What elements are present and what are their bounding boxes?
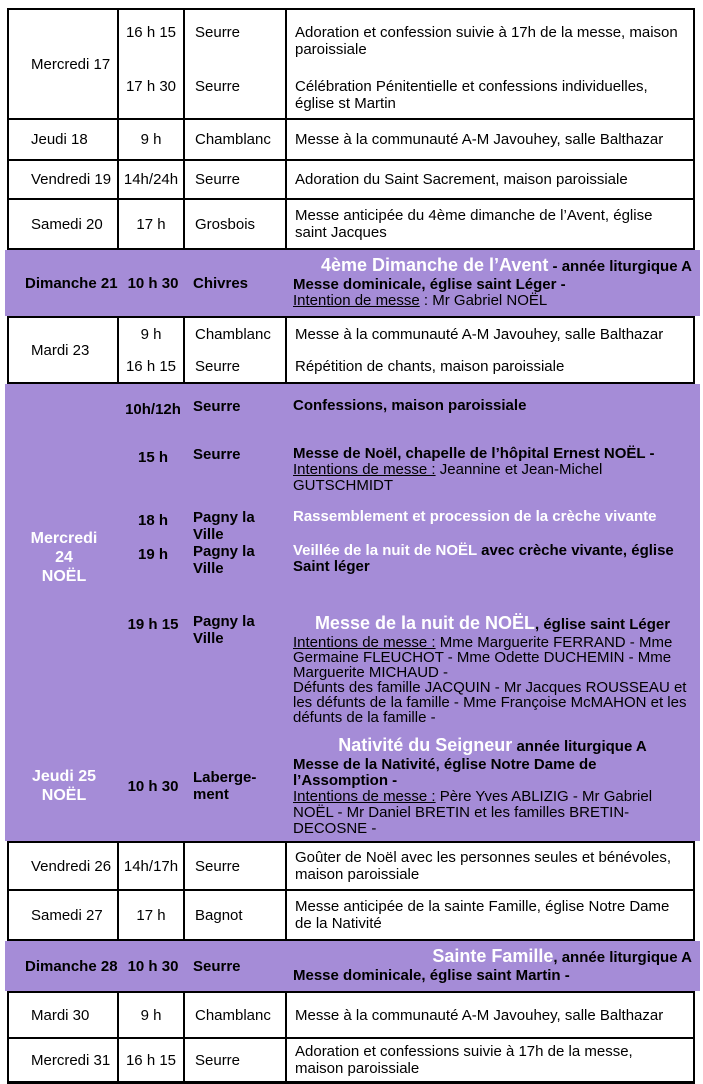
place-label: Seurre [195, 171, 241, 188]
day-cell [9, 1039, 119, 1081]
day-cell [9, 161, 119, 198]
description-text: Répétition de chants, maison paroissiale [295, 358, 565, 375]
description-cell [285, 613, 700, 725]
description-text: Messe à la communauté A-M Javouhey, salle Balthazar [295, 1006, 664, 1024]
row-entries [119, 318, 693, 382]
row-dimanche-21 [5, 250, 700, 316]
entry [123, 398, 700, 430]
place-cell [185, 843, 287, 889]
day-label: NOËL [41, 568, 87, 585]
description-text: Veillée de la nuit de NOËL [293, 542, 477, 559]
entry [119, 64, 693, 118]
mass-subtitle: Messe de la Nativité, église Notre Dame de l’Assomption - [293, 756, 597, 789]
row-mercredi-24-noel [5, 384, 700, 731]
intention-line [293, 293, 694, 309]
place-label: Pagny la Ville [193, 509, 255, 543]
row-entries [123, 384, 700, 731]
liturgical-year: , année liturgique A [553, 949, 692, 966]
time-label: 16 h 15 [125, 24, 177, 41]
time-cell [123, 543, 183, 594]
description-cell [287, 350, 693, 382]
intention-label: Intentions de messe : [293, 788, 436, 805]
time-cell [119, 10, 185, 64]
time-label: 16 h 15 [125, 358, 177, 375]
day-label: Dimanche 28 [25, 957, 118, 975]
place-cell [185, 318, 287, 350]
place-label: Chamblanc [195, 326, 271, 343]
description-cell [285, 509, 700, 543]
time-label: 17 h 30 [125, 78, 177, 95]
place-cell [183, 731, 285, 841]
description-cell [285, 941, 700, 991]
time-cell [123, 446, 183, 494]
description-text: Messe anticipée de la sainte Famille, église Notre Dame de la Nativité [295, 898, 670, 932]
feast-title-line [293, 735, 692, 757]
description-cell [285, 543, 700, 594]
time-cell [119, 843, 185, 889]
feast-title: 4ème Dimanche de l’Avent [320, 255, 549, 275]
time-cell [119, 350, 185, 382]
time-cell [119, 200, 185, 248]
place-cell [183, 543, 285, 594]
time-label: 9 h [140, 326, 162, 343]
noel-block [5, 384, 700, 841]
feast-title-line [293, 946, 694, 968]
day-cell [9, 120, 119, 159]
time-label: 10 h 30 [127, 777, 179, 795]
description-cell [285, 250, 700, 316]
row-mercredi-31 [7, 1037, 695, 1084]
row-samedi-27 [7, 889, 695, 941]
day-cell [5, 731, 123, 841]
entry [123, 509, 700, 543]
description-cell [287, 318, 693, 350]
time-label: 15 h [137, 449, 168, 466]
place-label: Seurre [193, 446, 241, 463]
description-cell [285, 446, 700, 494]
entry [123, 731, 700, 841]
entry [119, 10, 693, 64]
description-cell [287, 10, 693, 64]
day-label: Mercredi 31 [31, 1051, 111, 1069]
description-text: Messe à la communauté A-M Javouhey, salle Balthazar [295, 326, 664, 343]
place-cell [183, 250, 285, 316]
intention-names: Défunts des famille JACQUIN - Mr Jacques ROUSSEAU et les défunts de la famille - Mme Françoise McMAHON et les défunts de la famille - [293, 679, 687, 726]
time-label: 10 h 30 [127, 957, 179, 975]
place-cell [185, 10, 287, 64]
time-cell [123, 731, 183, 841]
place-cell [183, 446, 285, 494]
place-label: Seurre [195, 24, 241, 41]
entry [119, 318, 693, 350]
row-vendredi-26 [7, 841, 695, 891]
place-label: Seurre [195, 358, 241, 375]
day-label: 24 [55, 549, 73, 566]
place-label: Grosbois [195, 215, 256, 233]
place-label: Chamblanc [195, 131, 271, 148]
row-dimanche-28 [5, 941, 700, 991]
description-cell [287, 120, 693, 159]
time-cell [123, 398, 183, 430]
church-name: , église saint Léger [535, 616, 671, 633]
description-text: Messe à la communauté A-M Javouhey, salle Balthazar [295, 131, 664, 148]
day-label: Samedi 27 [31, 906, 103, 924]
time-label: 18 h [137, 512, 168, 529]
day-label: Mercredi 17 [31, 55, 111, 73]
time-cell [123, 613, 183, 725]
place-cell [183, 398, 285, 430]
time-label: 19 h 15 [127, 616, 179, 633]
day-label: Mardi 30 [31, 1006, 90, 1024]
time-cell [119, 161, 185, 198]
day-label: Mercredi [30, 530, 98, 547]
row-jeudi-18 [7, 118, 695, 161]
description-text: Adoration et confession suivie à 17h de la messe, maison paroissiale [295, 24, 678, 58]
place-label: Seurre [195, 78, 241, 95]
description-text: Confessions, maison paroissiale [293, 397, 527, 414]
description-cell [287, 1039, 693, 1081]
intention-label: Intentions de messe : [293, 461, 436, 478]
day-label: NOËL [41, 787, 87, 804]
mass-subtitle: Messe dominicale, église saint Martin - [293, 967, 570, 984]
day-label: Vendredi 19 [31, 171, 112, 188]
entry [123, 446, 700, 494]
day-label: Dimanche 21 [25, 274, 118, 292]
liturgical-year: - année liturgique A [548, 258, 692, 275]
day-label: Jeudi 18 [31, 131, 88, 148]
place-label: Seurre [193, 957, 241, 975]
mass-subtitle: Messe dominicale, église saint Léger - [293, 276, 566, 293]
time-cell [123, 250, 183, 316]
description-cell [287, 64, 693, 118]
place-cell [185, 993, 287, 1037]
time-cell [119, 1039, 185, 1081]
feast-title-line [293, 255, 694, 277]
place-cell [183, 941, 285, 991]
day-cell [9, 200, 119, 248]
entry [123, 613, 700, 725]
day-label: Vendredi 26 [31, 857, 112, 875]
day-cell [9, 318, 119, 382]
time-label: 14h/24h [123, 171, 179, 188]
place-label: Chivres [193, 274, 249, 292]
place-label: Seurre [195, 857, 241, 875]
time-label: 10h/12h [125, 401, 181, 418]
intention-label: Intentions de messe : [293, 634, 436, 651]
time-label: 10 h 30 [127, 274, 179, 292]
day-cell [9, 993, 119, 1037]
time-cell [119, 64, 185, 118]
intention-names: : Mr Gabriel NOËL [419, 292, 548, 309]
time-cell [119, 993, 185, 1037]
place-cell [183, 509, 285, 543]
place-label: Laberge-ment [193, 769, 257, 803]
description-cell [285, 731, 700, 841]
description-cell [287, 200, 693, 248]
place-cell [185, 120, 287, 159]
day-label: Jeudi 25 [31, 768, 97, 785]
intention-line [293, 789, 692, 837]
description-cell [287, 843, 693, 889]
time-label: 9 h [140, 131, 162, 148]
place-label: Pagny la Ville [193, 613, 255, 647]
day-cell [9, 891, 119, 939]
row-jeudi-25-noel [5, 731, 700, 841]
entry [123, 543, 700, 594]
entry [119, 350, 693, 382]
intention-line [293, 635, 692, 680]
place-label: Seurre [193, 398, 241, 415]
time-label: 16 h 15 [125, 1051, 177, 1069]
place-cell [183, 613, 285, 725]
time-label: 17 h [136, 215, 166, 233]
feast-title: Sainte Famille [432, 946, 554, 966]
day-cell [9, 10, 119, 118]
description-cell [285, 398, 700, 430]
feast-title-line [293, 613, 692, 635]
description-text: Messe de Noël, chapelle de l’hôpital Ernest NOËL - [293, 445, 655, 462]
feast-title: Nativité du Seigneur [338, 735, 513, 755]
time-cell [123, 941, 183, 991]
day-cell [5, 941, 123, 991]
place-cell [185, 200, 287, 248]
intention-line [293, 462, 692, 494]
intention-label: Intention de messe [293, 292, 420, 309]
description-text: Célébration Pénitentielle et confessions individuelles, église st Martin [295, 78, 648, 112]
row-entries [119, 10, 693, 118]
day-label: Mardi 23 [31, 341, 90, 359]
place-cell [185, 891, 287, 939]
description-text: Messe anticipée du 4ème dimanche de l’Avent, église saint Jacques [295, 207, 653, 241]
time-cell [123, 509, 183, 543]
time-cell [119, 120, 185, 159]
description-cell [287, 993, 693, 1037]
time-cell [119, 318, 185, 350]
place-cell [185, 350, 287, 382]
description-text: Adoration et confessions suivie à 17h de la messe, maison paroissiale [295, 1043, 633, 1077]
row-mercredi-17 [7, 8, 695, 120]
place-cell [185, 161, 287, 198]
intention-names: Jeannine et Jean-Michel GUTSCHMIDT [293, 461, 603, 494]
feast-title: Messe de la nuit de NOËL [314, 613, 535, 633]
place-label: Seurre [195, 1051, 241, 1069]
place-label: Bagnot [195, 906, 243, 924]
time-label: 14h/17h [123, 857, 179, 875]
liturgical-year: année liturgique A [512, 738, 647, 755]
time-label: 19 h [137, 546, 168, 563]
place-cell [185, 64, 287, 118]
time-label: 17 h [136, 906, 166, 924]
place-label: Chamblanc [195, 1006, 271, 1024]
time-label: 9 h [140, 1006, 162, 1024]
row-mardi-23 [7, 316, 695, 384]
description-text: Rassemblement et procession de la crèche vivante [293, 508, 657, 525]
day-label: Samedi 20 [31, 215, 103, 233]
day-cell [5, 384, 123, 731]
row-vendredi-19 [7, 159, 695, 200]
intention-names: Père Yves ABLIZIG - Mr Gabriel NOËL - Mr Daniel BRETIN et les familles BRETIN-DECOSNE - [293, 788, 653, 837]
intention-names: Mme Marguerite FERRAND - Mme Germaine FLEUCHOT - Mme Odette DUCHEMIN - Mme Marguerite MICHAUD - [293, 634, 673, 681]
description-text: avec crèche vivante, église Saint léger [293, 542, 674, 575]
description-cell [287, 891, 693, 939]
time-cell [119, 891, 185, 939]
description-text: Goûter de Noël avec les personnes seules et bénévoles, maison paroissiale [295, 849, 672, 883]
place-label: Pagny la Ville [193, 543, 255, 577]
place-cell [185, 1039, 287, 1081]
row-samedi-20 [7, 198, 695, 250]
row-mardi-30 [7, 991, 695, 1039]
day-cell [5, 250, 123, 316]
description-text: Adoration du Saint Sacrement, maison paroissiale [295, 171, 628, 188]
day-cell [9, 843, 119, 889]
description-cell [287, 161, 693, 198]
